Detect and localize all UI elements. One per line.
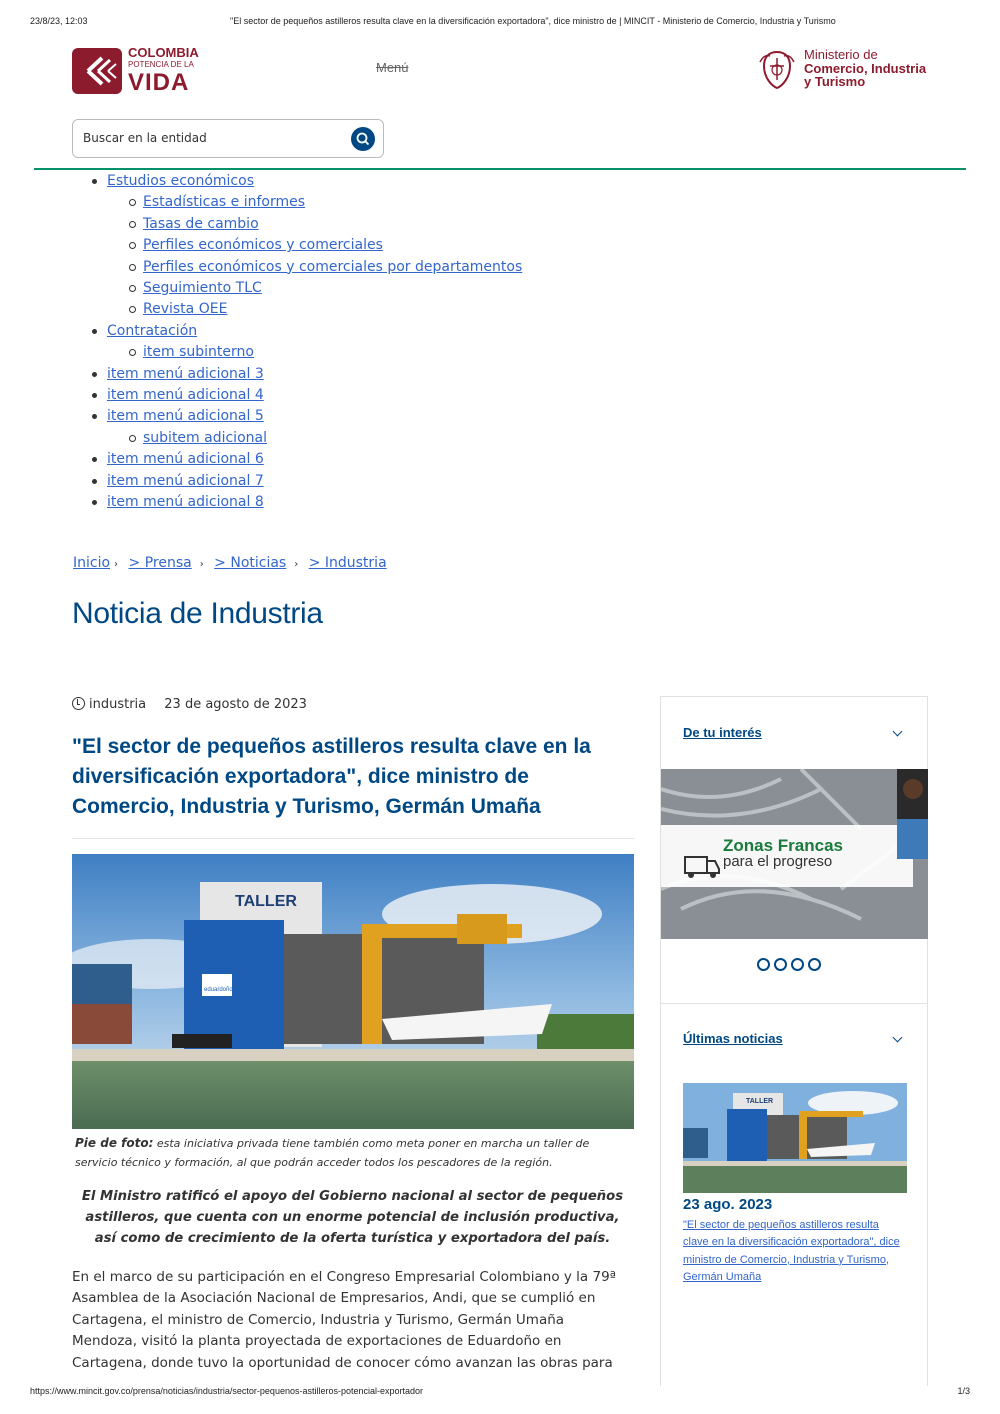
page-title: Noticia de Industria xyxy=(72,597,323,630)
zonas-francas-banner[interactable] xyxy=(661,769,928,939)
nav-item xyxy=(90,449,522,470)
carousel-dot[interactable] xyxy=(774,958,787,971)
nav-link[interactable]: Estudios económicos xyxy=(107,173,254,189)
nav-item xyxy=(90,171,522,192)
nav-subitem xyxy=(90,257,522,278)
nav-subitem xyxy=(90,299,522,320)
print-url: https://www.mincit.gov.co/prensa/noticias/industria/sector-pequenos-astilleros-potencial-exportador xyxy=(30,1386,424,1396)
nav-item xyxy=(90,385,522,406)
nav-subitem xyxy=(90,214,522,235)
ministerio-logo[interactable] xyxy=(758,48,938,94)
sidebar-divider xyxy=(661,1003,928,1004)
search-box xyxy=(72,119,384,158)
breadcrumb-prensa[interactable]: > Prensa xyxy=(128,555,192,571)
chevron-down-icon[interactable] xyxy=(893,727,903,737)
nav-subitem xyxy=(90,278,522,299)
nav-link[interactable]: item subinterno xyxy=(143,344,254,361)
colombia-potencia-logo[interactable] xyxy=(72,46,202,96)
nav-subitem xyxy=(90,428,522,449)
article-photo xyxy=(72,854,634,1129)
banner-line-2: para el progreso xyxy=(723,853,833,870)
logo-line-2: POTENCIA DE LA xyxy=(128,60,194,69)
print-datetime: 23/8/23, 12:03 xyxy=(30,16,88,26)
latest-news-toggle[interactable]: Últimas noticias xyxy=(683,1031,783,1046)
article-body: En el marco de su participación en el Congreso Empresarial Colombiano y la 79ª Asamblea de la Asociación Nacional de Empresarios, Andi, que se cumplió en Cartagena, el ministro de Comercio, Industria y Turismo, Germán Umaña Mendoza, visitó la planta proyectada de exportaciones de Eduardoño en Cartagena, donde tuvo la oportunidad de conocer cómo avanzan las obras para xyxy=(72,1269,617,1371)
header-divider xyxy=(34,168,966,170)
breadcrumb-industria[interactable]: > Industria xyxy=(308,555,387,571)
coat-of-arms-icon xyxy=(758,48,796,92)
news-thumbnail[interactable] xyxy=(683,1083,907,1193)
nav-link[interactable]: subitem adicional xyxy=(143,429,267,446)
nav-item xyxy=(90,406,522,427)
nav-item xyxy=(90,364,522,385)
breadcrumb-noticias[interactable]: > Noticias xyxy=(214,555,287,571)
nav-link[interactable]: item menú adicional 6 xyxy=(107,451,264,468)
nav-subitem xyxy=(90,235,522,256)
nav-link[interactable]: item menú adicional 7 xyxy=(107,472,264,489)
breadcrumb-separator-icon: › xyxy=(114,559,119,570)
nav-link[interactable]: Perfiles económicos y comerciales por departamentos xyxy=(143,258,523,275)
chevron-down-icon[interactable] xyxy=(893,1033,903,1043)
ministry-line-1: Ministerio de xyxy=(804,47,878,62)
breadcrumb-separator-icon: › xyxy=(199,559,204,570)
article-category: industria xyxy=(89,697,147,712)
nav-link[interactable]: Estadísticas e informes xyxy=(143,194,306,211)
breadcrumb-home[interactable]: Inicio xyxy=(73,555,111,571)
sidebar xyxy=(660,696,928,1386)
nav-link[interactable]: item menú adicional 5 xyxy=(107,408,264,425)
logo-line-3: VIDA xyxy=(128,69,190,96)
search-icon xyxy=(351,127,375,151)
nav-link[interactable]: Contratación xyxy=(107,322,198,339)
print-footer xyxy=(30,1386,970,1396)
nav-link[interactable]: item menú adicional 4 xyxy=(107,387,264,404)
nav-link[interactable]: Revista OEE xyxy=(143,301,228,318)
carousel-dot[interactable] xyxy=(791,958,804,971)
carousel-dot[interactable] xyxy=(757,958,770,971)
interest-toggle[interactable]: De tu interés xyxy=(683,725,762,740)
article-lead: El Ministro ratificó el apoyo del Gobierno nacional al sector de pequeños astilleros, que cuenta con un enorme potencial de inclusión productiva, así como de crecimiento de la oferta turística y exportadora del país. xyxy=(81,1189,624,1246)
article-date: 23 de agosto de 2023 xyxy=(164,697,307,712)
main-navigation xyxy=(90,171,522,514)
ministry-line-2: Comercio, Industria xyxy=(804,60,927,76)
logo-line-1: COLOMBIA xyxy=(128,45,199,60)
news-date: 23 ago. 2023 xyxy=(683,1196,773,1213)
nav-link[interactable]: item menú adicional 8 xyxy=(107,494,264,511)
carousel-dot[interactable] xyxy=(808,958,821,971)
caption-text: esta iniciativa privada tiene también como meta poner en marcha un taller de servicio técnico y formación, al que podrán acceder todos los pescadores de la región. xyxy=(75,1137,590,1169)
photo-caption xyxy=(75,1134,630,1172)
nav-subitem xyxy=(90,342,522,363)
logo-mark-icon xyxy=(72,48,122,94)
nav-subitem xyxy=(90,192,522,213)
nav-link[interactable]: Perfiles económicos y comerciales xyxy=(143,237,383,254)
news-link[interactable]: "El sector de pequeños astilleros resulta clave en la diversificación exportadora", dice ministro de Comercio, Industria y Turismo, Germán Umaña xyxy=(683,1219,900,1284)
nav-item xyxy=(90,321,522,342)
breadcrumb-separator-icon: › xyxy=(294,559,299,570)
clock-icon xyxy=(72,697,85,710)
print-page-number: 1/3 xyxy=(957,1386,970,1396)
nav-item xyxy=(90,492,522,513)
banner-line-1: Zonas Francas xyxy=(723,836,843,855)
caption-label: Pie de foto: xyxy=(75,1136,154,1150)
photo-sign-taller: TALLER xyxy=(235,893,297,910)
headline-divider xyxy=(72,838,634,839)
nav-link[interactable]: Tasas de cambio xyxy=(143,215,259,232)
search-input[interactable] xyxy=(83,131,333,145)
photo-brand-label: eduardoño xyxy=(204,987,233,993)
ministry-line-3: y Turismo xyxy=(804,74,866,90)
carousel-indicators xyxy=(757,956,825,975)
breadcrumb xyxy=(73,555,395,571)
print-title: "El sector de pequeños astilleros resulta clave en la diversificación exportadora", dice ministro de | MINCIT - Ministerio de Comercio, Industria y Turismo xyxy=(230,16,836,26)
nav-link[interactable]: Seguimiento TLC xyxy=(143,280,262,297)
thumb-sign-taller: TALLER xyxy=(746,1098,774,1105)
nav-link[interactable]: item menú adicional 3 xyxy=(107,365,264,382)
menu-button[interactable]: Menú xyxy=(376,60,409,75)
search-button[interactable] xyxy=(351,127,375,151)
nav-item xyxy=(90,471,522,492)
article-meta xyxy=(72,697,307,712)
article-headline: "El sector de pequeños astilleros resulta clave en la diversificación exportadora", dice ministro de Comercio, Industria y Turismo, Germán Umaña xyxy=(72,735,591,818)
